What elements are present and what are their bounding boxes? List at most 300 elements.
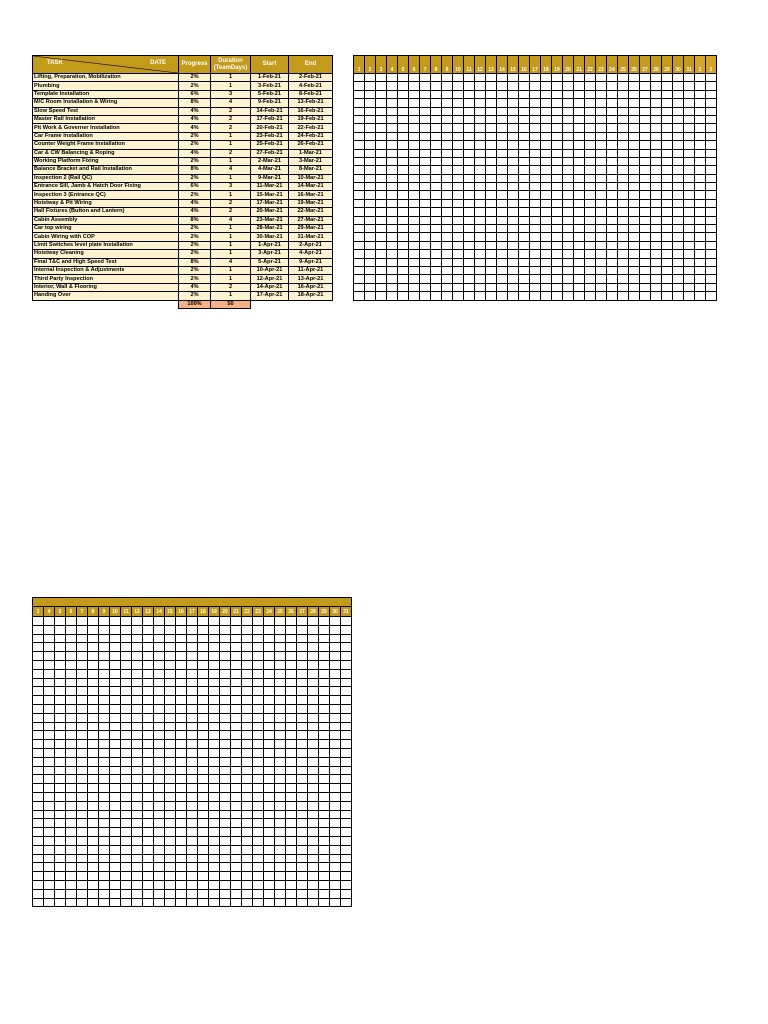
lower-day-cell — [308, 634, 319, 643]
lower-day-cell — [121, 784, 132, 793]
lower-day-cell — [143, 722, 154, 731]
day-cell — [365, 132, 376, 140]
day-header-cell — [673, 56, 684, 74]
task-duration: 1 — [211, 82, 251, 90]
day-cell — [541, 157, 552, 165]
lower-day-cell — [341, 775, 352, 784]
lower-day-cell — [209, 766, 220, 775]
lower-day-cell — [165, 810, 176, 819]
day-cell — [585, 124, 596, 132]
lower-day-cell — [132, 784, 143, 793]
task-row — [33, 283, 333, 291]
day-cell — [387, 208, 398, 216]
task-name: Master Rail Installation — [33, 115, 179, 123]
lower-grid-row — [33, 898, 352, 907]
day-cell — [695, 208, 706, 216]
lower-day-cell — [44, 748, 55, 757]
lower-day-cell — [319, 617, 330, 626]
day-cell — [706, 275, 717, 283]
day-header-cell — [409, 56, 420, 74]
task-row — [33, 141, 333, 149]
day-cell — [442, 250, 453, 258]
lower-day-cell — [176, 872, 187, 881]
day-cell — [442, 266, 453, 274]
day-cell — [585, 174, 596, 182]
day-cell — [398, 157, 409, 165]
day-cell — [519, 166, 530, 174]
lower-day-cell — [297, 898, 308, 907]
day-cell — [640, 208, 651, 216]
day-header-cell — [464, 56, 475, 74]
day-cell — [673, 233, 684, 241]
day-cell — [585, 233, 596, 241]
day-cell — [684, 266, 695, 274]
lower-day-header-cell: 8 — [88, 607, 99, 617]
day-header-cell — [574, 56, 585, 74]
lower-day-cell — [286, 704, 297, 713]
lower-day-cell — [319, 696, 330, 705]
day-cell — [365, 266, 376, 274]
lower-day-cell — [154, 801, 165, 810]
day-cell — [695, 191, 706, 199]
lower-day-cell — [99, 784, 110, 793]
day-grid-row — [354, 266, 717, 274]
lower-day-cell — [110, 687, 121, 696]
day-cell — [640, 132, 651, 140]
day-cell — [519, 107, 530, 115]
day-cell — [409, 115, 420, 123]
lower-day-cell — [341, 828, 352, 837]
lower-day-cell — [275, 880, 286, 889]
day-cell — [453, 233, 464, 241]
day-cell — [640, 292, 651, 300]
lower-day-cell — [66, 854, 77, 863]
task-progress: 4% — [179, 115, 211, 123]
day-cell — [574, 292, 585, 300]
day-cell — [629, 258, 640, 266]
day-cell — [409, 124, 420, 132]
total-progress: 100% — [179, 300, 211, 308]
task-end: 1-Mar-21 — [289, 149, 333, 157]
lower-day-cell — [110, 766, 121, 775]
day-cell — [420, 149, 431, 157]
lower-day-cell — [187, 625, 198, 634]
lower-day-cell — [55, 660, 66, 669]
lower-grid-row — [33, 836, 352, 845]
day-cell — [563, 275, 574, 283]
day-cell — [662, 258, 673, 266]
day-header-label: 27 — [642, 67, 648, 73]
lower-day-cell — [275, 669, 286, 678]
lower-day-cell — [264, 669, 275, 678]
lower-day-cell — [88, 819, 99, 828]
task-name: Hall Fixtures (Button and Lantern) — [33, 208, 179, 216]
day-cell — [365, 124, 376, 132]
day-cell — [354, 199, 365, 207]
day-cell — [409, 266, 420, 274]
day-cell — [398, 124, 409, 132]
day-cell — [519, 199, 530, 207]
day-cell — [475, 225, 486, 233]
lower-day-header-cell: 18 — [198, 607, 209, 617]
lower-grid-row — [33, 748, 352, 757]
lower-day-cell — [132, 722, 143, 731]
lower-day-cell — [264, 634, 275, 643]
day-header-label: 3 — [379, 67, 383, 73]
totals-spacer — [289, 300, 333, 308]
lower-day-cell — [33, 652, 44, 661]
lower-day-cell — [319, 643, 330, 652]
task-duration: 1 — [211, 292, 251, 300]
duration-header — [211, 56, 251, 74]
day-cell — [640, 90, 651, 98]
day-cell — [530, 115, 541, 123]
day-cell — [453, 275, 464, 283]
lower-grid-row — [33, 801, 352, 810]
day-cell — [552, 74, 563, 82]
lower-day-cell — [198, 775, 209, 784]
day-cell — [596, 292, 607, 300]
day-grid-row — [354, 115, 717, 123]
lower-day-cell — [176, 757, 187, 766]
day-cell — [618, 208, 629, 216]
task-row — [33, 233, 333, 241]
day-cell — [673, 124, 684, 132]
lower-day-cell — [341, 872, 352, 881]
lower-day-cell — [187, 801, 198, 810]
lower-day-cell — [44, 687, 55, 696]
day-cell — [541, 183, 552, 191]
day-cell — [552, 132, 563, 140]
task-start: 1-Apr-21 — [251, 241, 289, 249]
day-cell — [453, 132, 464, 140]
lower-day-cell — [220, 669, 231, 678]
day-cell — [398, 82, 409, 90]
lower-day-cell — [33, 863, 44, 872]
day-cell — [387, 132, 398, 140]
day-cell — [530, 199, 541, 207]
day-cell — [530, 216, 541, 224]
day-cell — [431, 208, 442, 216]
day-cell — [376, 157, 387, 165]
lower-day-cell — [308, 880, 319, 889]
lower-day-cell — [297, 784, 308, 793]
day-cell — [640, 166, 651, 174]
day-header-cell — [662, 56, 673, 74]
day-cell — [497, 141, 508, 149]
day-cell — [376, 216, 387, 224]
lower-day-cell — [297, 836, 308, 845]
lower-day-header-cell: 22 — [242, 607, 253, 617]
day-cell — [376, 292, 387, 300]
lower-day-cell — [209, 854, 220, 863]
lower-day-cell — [143, 643, 154, 652]
lower-day-cell — [132, 801, 143, 810]
day-cell — [453, 149, 464, 157]
lower-day-cell — [55, 757, 66, 766]
day-cell — [640, 99, 651, 107]
day-cell — [442, 82, 453, 90]
day-header-label: 17 — [532, 67, 538, 73]
lower-day-cell — [154, 828, 165, 837]
task-row — [33, 90, 333, 98]
day-cell — [618, 149, 629, 157]
lower-day-cell — [330, 757, 341, 766]
lower-day-cell — [66, 678, 77, 687]
lower-day-cell — [143, 766, 154, 775]
day-grid — [353, 55, 717, 301]
lower-day-cell — [165, 854, 176, 863]
task-end: 29-Mar-21 — [289, 225, 333, 233]
lower-day-cell — [198, 792, 209, 801]
lower-day-cell — [99, 652, 110, 661]
day-cell — [475, 74, 486, 82]
day-cell — [475, 174, 486, 182]
day-grid-row — [354, 174, 717, 182]
day-cell — [398, 275, 409, 283]
task-name: Car top wiring — [33, 225, 179, 233]
day-cell — [475, 216, 486, 224]
day-cell — [508, 208, 519, 216]
lower-day-cell — [209, 704, 220, 713]
day-cell — [497, 199, 508, 207]
day-cell — [695, 107, 706, 115]
lower-day-cell — [176, 889, 187, 898]
day-cell — [475, 233, 486, 241]
lower-day-cell — [165, 660, 176, 669]
lower-day-cell — [55, 775, 66, 784]
lower-day-cell — [77, 643, 88, 652]
day-cell — [442, 157, 453, 165]
day-cell — [629, 275, 640, 283]
lower-day-cell — [330, 643, 341, 652]
day-cell — [706, 174, 717, 182]
day-cell — [387, 74, 398, 82]
day-cell — [574, 124, 585, 132]
day-cell — [596, 250, 607, 258]
day-cell — [684, 283, 695, 291]
day-cell — [706, 292, 717, 300]
day-cell — [552, 107, 563, 115]
day-cell — [464, 250, 475, 258]
lower-day-cell — [99, 766, 110, 775]
lower-day-cell — [253, 643, 264, 652]
day-cell — [574, 250, 585, 258]
lower-day-header-cell: 24 — [264, 607, 275, 617]
day-cell — [475, 82, 486, 90]
day-header-cell — [530, 56, 541, 74]
day-cell — [464, 241, 475, 249]
lower-day-cell — [165, 704, 176, 713]
lower-day-cell — [330, 687, 341, 696]
lower-day-cell — [231, 740, 242, 749]
task-end: 18-Apr-21 — [289, 292, 333, 300]
lower-day-cell — [220, 836, 231, 845]
lower-day-cell — [33, 784, 44, 793]
lower-day-cell — [330, 713, 341, 722]
day-header-cell — [552, 56, 563, 74]
day-cell — [596, 258, 607, 266]
lower-day-cell — [242, 810, 253, 819]
lower-day-cell — [55, 748, 66, 757]
day-cell — [574, 157, 585, 165]
day-cell — [618, 115, 629, 123]
lower-day-cell — [187, 748, 198, 757]
lower-day-cell — [132, 819, 143, 828]
lower-day-cell — [77, 889, 88, 898]
task-name: Interior, Wall & Flooring — [33, 283, 179, 291]
day-cell — [695, 74, 706, 82]
task-end: 2-Apr-21 — [289, 241, 333, 249]
lower-day-cell — [264, 854, 275, 863]
day-cell — [354, 141, 365, 149]
lower-day-cell — [286, 792, 297, 801]
day-grid-body — [354, 74, 717, 301]
lower-day-cell — [110, 660, 121, 669]
day-cell — [387, 225, 398, 233]
day-header-cell — [684, 56, 695, 74]
day-cell — [695, 149, 706, 157]
day-cell — [651, 90, 662, 98]
lower-day-cell — [110, 713, 121, 722]
day-cell — [519, 183, 530, 191]
day-cell — [552, 208, 563, 216]
day-cell — [596, 90, 607, 98]
lower-day-cell — [154, 731, 165, 740]
lower-day-cell — [99, 863, 110, 872]
lower-day-cell — [33, 889, 44, 898]
day-cell — [552, 149, 563, 157]
lower-day-cell — [121, 625, 132, 634]
day-cell — [497, 233, 508, 241]
lower-day-cell — [99, 775, 110, 784]
lower-day-cell — [66, 819, 77, 828]
day-cell — [684, 141, 695, 149]
day-cell — [464, 166, 475, 174]
lower-day-cell — [198, 731, 209, 740]
lower-day-cell — [341, 652, 352, 661]
day-cell — [387, 292, 398, 300]
lower-day-cell — [165, 792, 176, 801]
lower-day-cell — [198, 836, 209, 845]
lower-day-cell — [209, 784, 220, 793]
task-row — [33, 157, 333, 165]
task-progress: 2% — [179, 241, 211, 249]
task-start: 23-Mar-21 — [251, 216, 289, 224]
lower-day-cell — [187, 889, 198, 898]
day-cell — [530, 250, 541, 258]
lower-day-cell — [253, 625, 264, 634]
lower-day-cell — [110, 872, 121, 881]
day-cell — [486, 283, 497, 291]
day-cell — [651, 199, 662, 207]
task-end: 3-Mar-21 — [289, 157, 333, 165]
lower-day-cell — [242, 634, 253, 643]
lower-day-cell — [77, 801, 88, 810]
lower-grid-row — [33, 819, 352, 828]
lower-day-cell — [275, 660, 286, 669]
day-cell — [563, 149, 574, 157]
task-end: 26-Feb-21 — [289, 141, 333, 149]
lower-day-cell — [33, 766, 44, 775]
lower-day-cell — [121, 836, 132, 845]
lower-day-cell — [286, 634, 297, 643]
day-cell — [453, 292, 464, 300]
day-cell — [695, 292, 706, 300]
lower-day-cell — [77, 687, 88, 696]
lower-day-cell — [220, 660, 231, 669]
lower-day-cell — [132, 898, 143, 907]
lower-day-cell — [66, 713, 77, 722]
lower-day-cell — [341, 810, 352, 819]
lower-day-cell — [33, 757, 44, 766]
day-cell — [662, 157, 673, 165]
task-start: 9-Feb-21 — [251, 99, 289, 107]
day-cell — [706, 74, 717, 82]
lower-day-cell — [198, 828, 209, 837]
lower-day-cell — [99, 801, 110, 810]
lower-day-header-cell: 6 — [66, 607, 77, 617]
lower-day-cell — [33, 810, 44, 819]
lower-day-cell — [187, 880, 198, 889]
day-cell — [387, 82, 398, 90]
lower-day-cell — [99, 889, 110, 898]
day-cell — [497, 115, 508, 123]
lower-day-cell — [99, 836, 110, 845]
lower-day-cell — [220, 678, 231, 687]
lower-day-cell — [220, 863, 231, 872]
lower-day-cell — [132, 889, 143, 898]
day-cell — [475, 292, 486, 300]
task-end: 8-Feb-21 — [289, 90, 333, 98]
lower-day-cell — [275, 748, 286, 757]
day-cell — [431, 174, 442, 182]
lower-day-cell — [297, 854, 308, 863]
lower-day-cell — [220, 872, 231, 881]
lower-day-cell — [341, 757, 352, 766]
lower-day-cell — [275, 678, 286, 687]
day-header-label: 20 — [565, 67, 571, 73]
lower-day-cell — [264, 801, 275, 810]
lower-day-cell — [33, 704, 44, 713]
day-cell — [497, 258, 508, 266]
task-duration: 1 — [211, 266, 251, 274]
lower-day-cell — [319, 810, 330, 819]
lower-day-cell — [154, 740, 165, 749]
lower-day-cell — [231, 704, 242, 713]
lower-day-cell — [165, 836, 176, 845]
lower-day-cell — [198, 669, 209, 678]
day-cell — [354, 183, 365, 191]
lower-day-cell — [286, 625, 297, 634]
lower-day-cell — [341, 669, 352, 678]
task-duration: 2 — [211, 115, 251, 123]
day-cell — [596, 208, 607, 216]
duration-header-line2: (TeamDays) — [213, 64, 248, 71]
day-header-label: 24 — [609, 67, 615, 73]
lower-day-cell — [110, 748, 121, 757]
day-cell — [475, 132, 486, 140]
day-cell — [684, 124, 695, 132]
day-cell — [530, 266, 541, 274]
lower-day-cell — [242, 863, 253, 872]
lower-day-cell — [99, 792, 110, 801]
day-cell — [365, 99, 376, 107]
lower-day-cell — [99, 617, 110, 626]
task-start: 27-Feb-21 — [251, 149, 289, 157]
day-cell — [409, 132, 420, 140]
task-duration: 1 — [211, 250, 251, 258]
